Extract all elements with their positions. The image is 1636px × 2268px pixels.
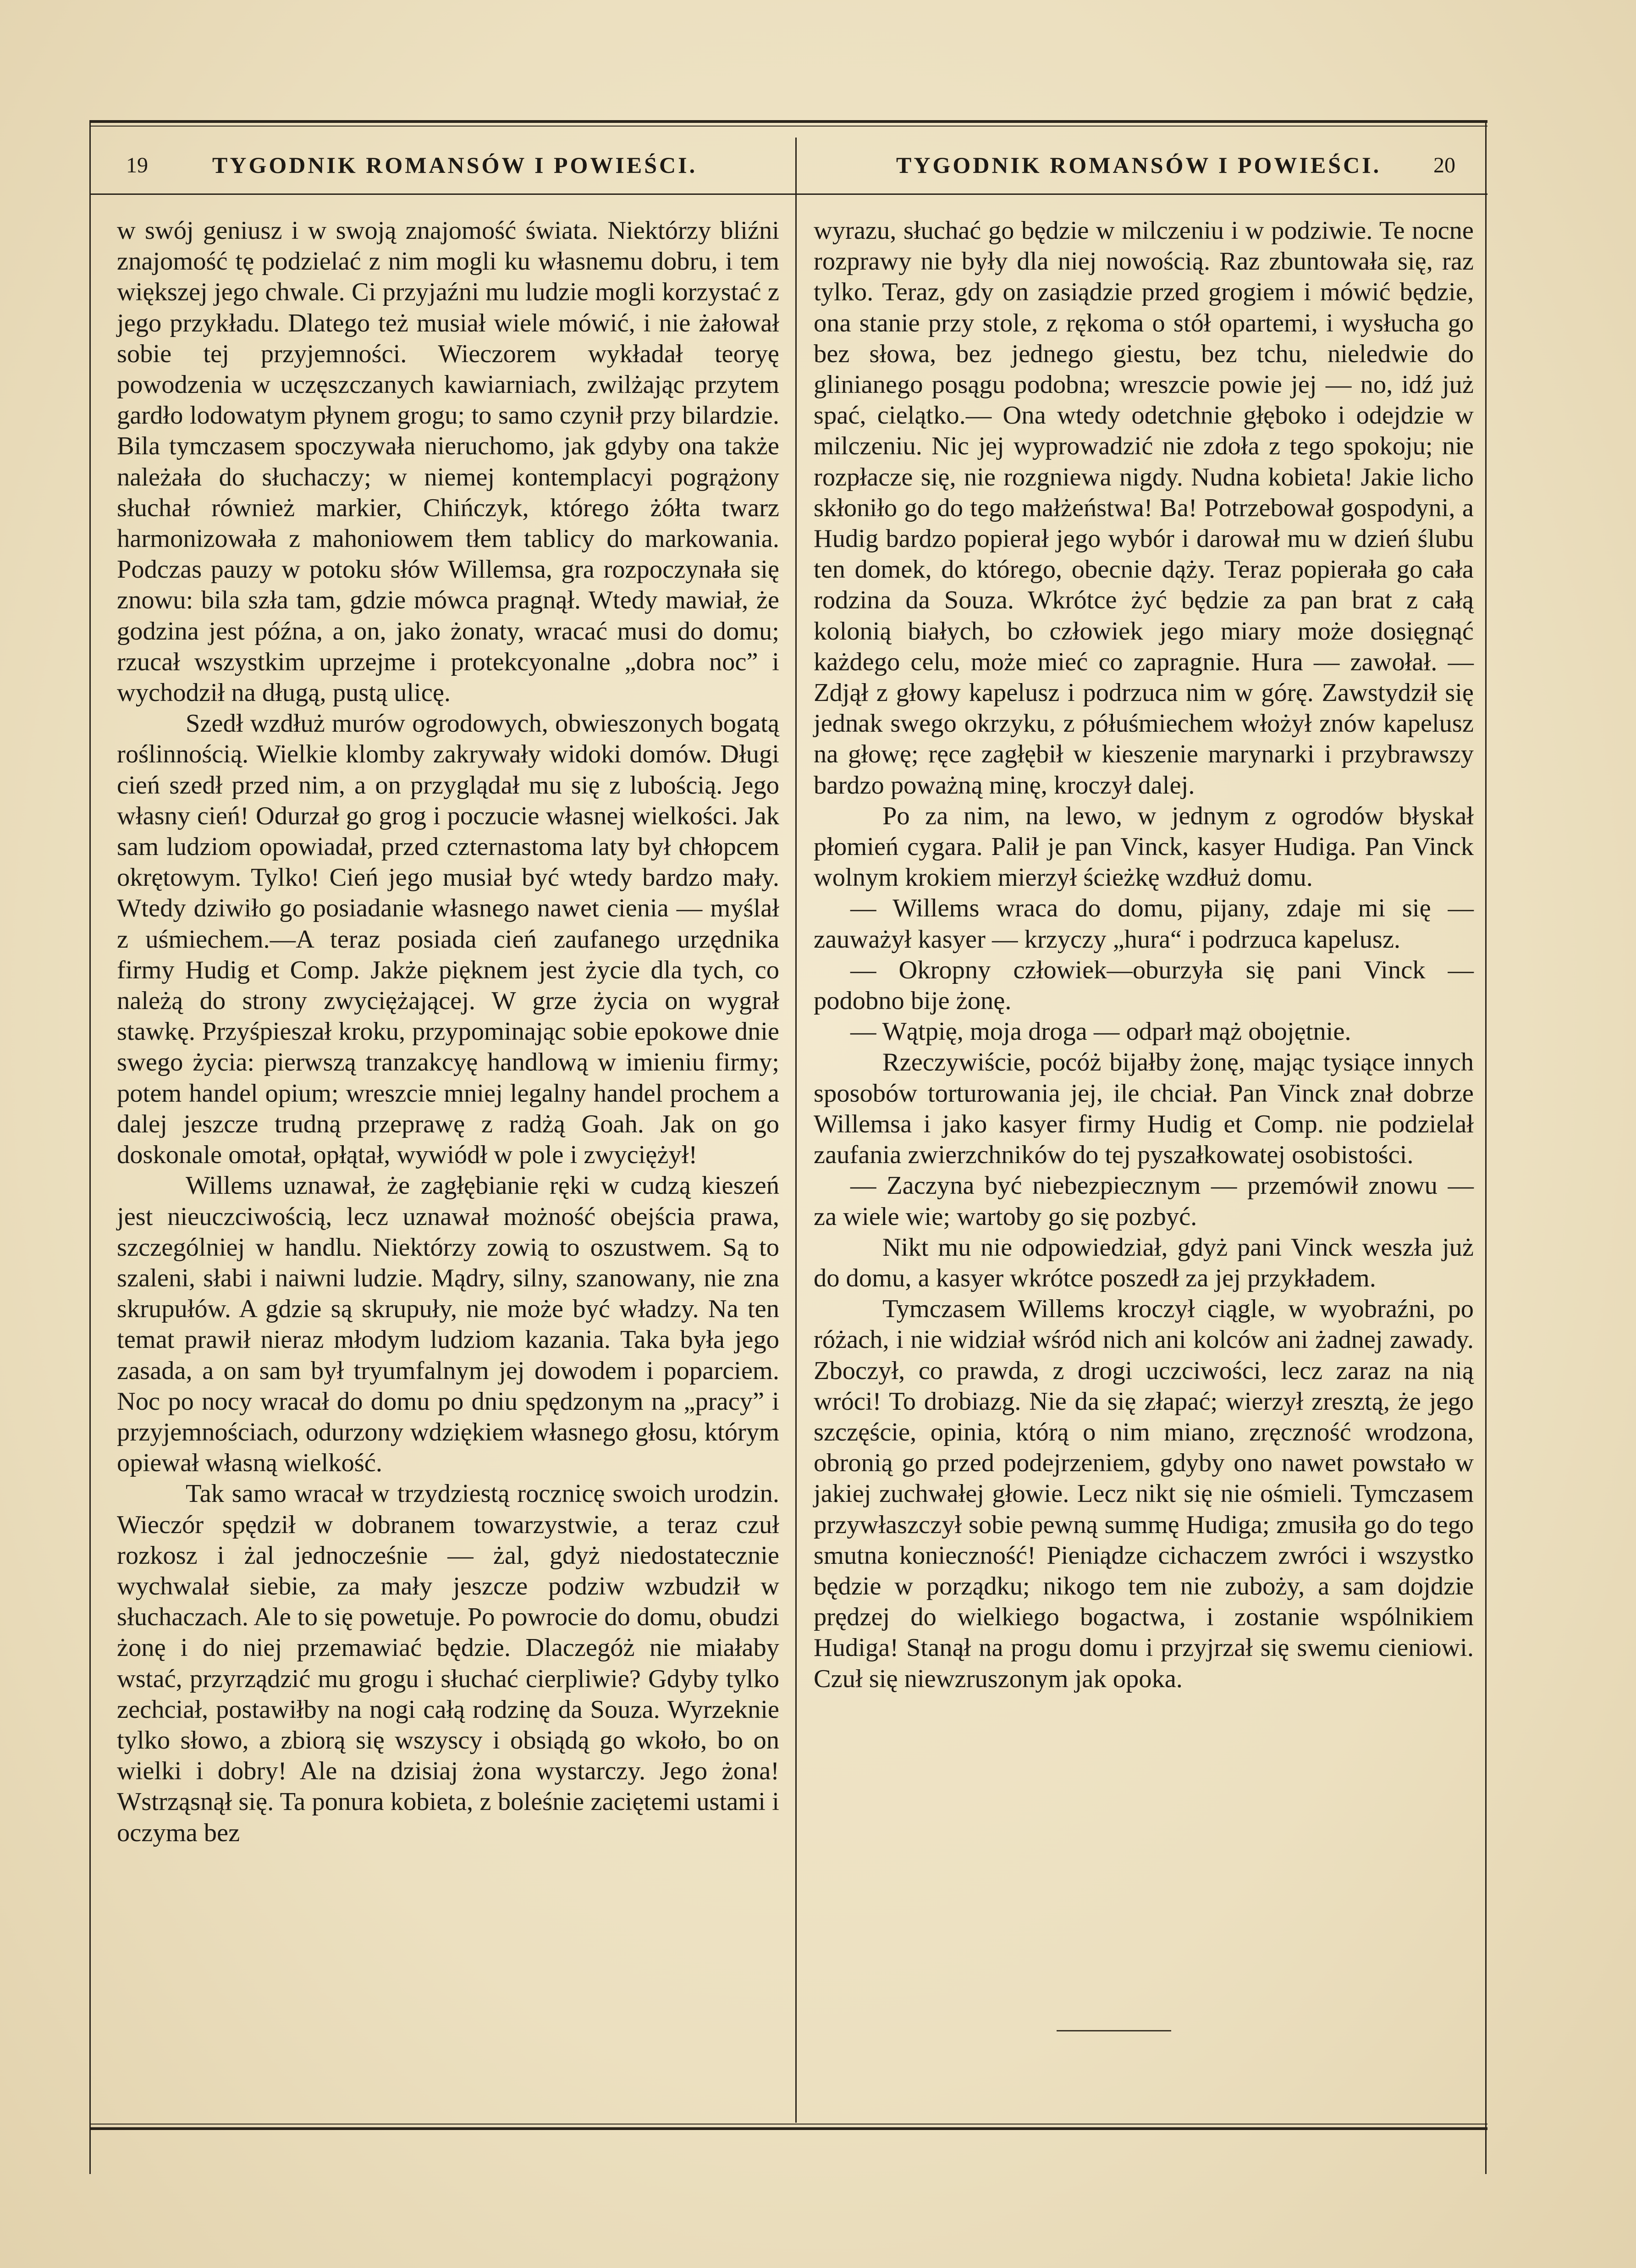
- dialogue-paragraph: — Zaczyna być niebezpiecznym — przemówił znowu — za wiele wie; wartoby go się pozbyć.: [814, 1171, 1474, 1231]
- paragraph: wyrazu, słuchać go będzie w milczeniu i w podziwie. Te nocne rozprawy nie były dla niej nowością. Raz zbuntowała się, raz tylko. Teraz, gdy on zasiądzie przed grogiem i mówić będzie, ona stanie przy stole, z rękoma o stół opartemi, i wysłucha go bez słowa, bez jednego giestu, bez tchu, nieledwie do glinianego posągu podobna; wreszcie powie jej — no, idź już spać, cielątko.— Ona wtedy odetchnie głęboko i odejdzie w milczeniu. Nic jej wyprowadzić nie zdoła z tego spokoju; nie rozpłacze się, nie rozgniewa nigdy. Nudna kobieta! Jakie licho skłoniło go do tego małżeństwa! Ba! Potrzebował gospodyni, a Hudig bardzo popierał jego wybór i darował mu w dzień ślubu ten domek, do którego, obecnie dąży. Teraz popierała go cała rodzina da Souza. Wkrótce żyć będzie za pan brat z całą kolonią białych, bo człowiek jego miary może dosięgnąć każdego celu, może mieć co zapragnie. Hura — zawołał. — Zdjął z głowy kapelusz i podrzuca nim w górę. Zawstydził się jednak swego okrzyku, z półuśmiechem włożył znów kapelusz na głowę; ręce zagłębił w kieszenie marynarki i przybrawszy bardzo poważną minę, kroczył dalej.: [814, 216, 1474, 800]
- header-left: [126, 138, 777, 193]
- left-border-rule: [89, 120, 91, 2174]
- right-border-rule: [1485, 120, 1487, 2174]
- running-title-right: TYGODNIK ROMANSÓW I POWIEŚCI.: [896, 152, 1382, 178]
- paragraph: Tak samo wracał w trzydziestą rocznicę swoich urodzin. Wieczór spędził w dobranem towarzystwie, a teraz czuł rozkosz i żal jednocześnie — żal, gdyż niedostatecznie wychwalał siebie, za mały jeszcze podziw wzbudził w słuchaczach. Ale to się powetuje. Po powrocie do domu, obudzi żonę i do niej przemawiać będzie. Dlaczegóż nie miałaby wstać, przyrządzić mu grogu i słuchać cierpliwie? Gdyby tylko zechciał, postawiłby na nogi całą rodzinę da Souza. Wyrzeknie tylko słowo, a zbiorą się wszyscy i obsiądą go wkoło, bo on wielki i dobry! Ale na dzisiaj żona wystarczy. Jego żona! Wstrząsnął się. Ta ponura kobieta, z boleśnie zaciętemi ustami i oczyma bez: [117, 1479, 779, 1847]
- section-end-rule: [1057, 2030, 1171, 2031]
- paragraph: w swój geniusz i w swoją znajomość świata. Niektórzy bliźni znajomość tę podzielać z nim mogli ku własnemu dobru, i tem większej jego chwale. Ci przyjaźni mu ludzie mogli korzystać z jego przykładu. Dlatego też musiał wiele mówić, i nie żałował sobie tej przyjemności. Wieczorem wykładał teoryę powodzenia w uczęszczanych kawiarniach, zwilżając przytem gardło lodowatym płynem grogu; to samo czynił przy bilardzie. Bila tymczasem spoczywała nieruchomo, jak gdyby ona także należała do słuchaczy; w niemej kontemplacyi pogrążony słuchał również markier, Chińczyk, którego żółta twarz harmonizowała z mahoniowem tłem tablicy do markowania. Podczas pauzy w potoku słów Willemsa, gra rozpoczynała się znowu: bila szła tam, gdzie mówca pragnął. Wtedy mawiał, że godzina jest późna, a on, jako żonaty, wracać musi do domu; rzucał wszystkim uprzejme i protekcyonalne „dobra noc” i wychodził na długą, pustą ulicę.: [117, 216, 779, 707]
- paragraph: Szedł wzdłuż murów ogrodowych, obwieszonych bogatą roślinnością. Wielkie klomby zakrywały widoki domów. Długi cień szedł przed nim, a on przyglądał mu się z lubością. Jego własny cień! Odurzał go grog i poczucie własnej wielkości. Jak sam ludziom opowiadał, przed czternastoma laty był chłopcem okrętowym. Tylko! Cień jego musiał być wtedy bardzo mały. Wtedy dziwiło go posiadanie własnego nawet cienia — myślał z uśmiechem.—A teraz posiada cień zaufanego urzędnika firmy Hudig et Comp. Jakże pięknem jest życie dla tych, co należą do strony zwyciężającej. W grze życia on wygrał stawkę. Przyśpieszał kroku, przypominając sobie epokowe dnie swego życia: pierwszą tranzakcyę handlową w imieniu firmy; potem handel opium; wreszcie mniej legalny handel prochem a dalej jeszcze trudną przeprawę z radżą Goah. Jak on go doskonale omotał, opłątał, wywiódł w pole i zwyciężył!: [117, 709, 779, 1170]
- paragraph: Nikt mu nie odpowiedział, gdyż pani Vinck weszła już do domu, a kasyer wkrótce poszedł za jej przykładem.: [814, 1233, 1474, 1292]
- dialogue-paragraph: — Wątpię, moja droga — odparł mąż obojętnie.: [850, 1017, 1351, 1046]
- paragraph: Po za nim, na lewo, w jednym z ogrodów błyskał płomień cygara. Palił je pan Vinck, kasyer Hudiga. Pan Vinck wolnym krokiem mierzył ścieżkę wzdłuż domu.: [814, 801, 1474, 892]
- right-column: [814, 215, 1474, 1694]
- column-divider: [795, 138, 797, 2123]
- running-title-left: TYGODNIK ROMANSÓW I POWIEŚCI.: [212, 152, 698, 178]
- top-rule-thick: [89, 120, 1487, 123]
- left-column: [117, 215, 779, 1849]
- page-number-right: 20: [1433, 153, 1455, 177]
- header-underline: [89, 193, 1487, 195]
- paragraph: Willems uznawał, że zagłębianie ręki w cudzą kieszeń jest nieuczciwością, lecz uznawał możność obejścia prawa, szczególniej w handlu. Niektórzy zowią to oszustwem. Są to szaleni, słabi i naiwni ludzie. Mądry, silny, szanowany, nie zna skrupułów. A gdzie są skrupuły, nie może być władzy. Na ten temat prawił nieraz młodym ludziom kazania. Taka była jego zasada, a on sam był tryumfalnym jej dowodem i poparciem. Noc po nocy wracał do domu po dniu spędzonym na „pracy” i przyjemnościach, odurzony wdziękiem własnego głosu, którym opiewał własną wielkość.: [117, 1171, 779, 1478]
- top-rule-thin: [89, 126, 1487, 127]
- page-number-left: 19: [126, 153, 148, 177]
- bottom-rule-thin: [89, 2124, 1487, 2125]
- dialogue-paragraph: — Willems wraca do domu, pijany, zdaje mi się — zauważył kasyer — krzyczy „hura“ i podrzuca kapelusz.: [814, 894, 1474, 954]
- paragraph: Tymczasem Willems kroczył ciągle, w wyobraźni, po różach, i nie widział wśród nich ani kolców ani żadnej zawady. Zboczył, co prawda, z drogi uczciwości, lecz zaraz na nią wróci! To drobiazg. Nie da się złapać; wierzył zresztą, że jego szczęście, opinia, którą o nim miano, zręczność wrodzona, obronią go przed podejrzeniem, gdyby ono nawet powstało w jakiej zuchwałej głowie. Lecz nikt się nie ośmieli. Tymczasem przywłaszczył sobie pewną summę Hudiga; zmusiła go do tego smutna konieczność! Pieniądze cichaczem zwróci i wszystko będzie w porządku; nikogo tem nie zuboży, a sam dojdzie prędzej do wielkiego bogactwa, i zostanie wspólnikiem Hudiga! Stanął na progu domu i przyjrzał się swemu cieniowi. Czuł się niewzruszonym jak opoka.: [814, 1295, 1474, 1693]
- header-right: [896, 138, 1465, 193]
- dialogue-paragraph: — Okropny człowiek—oburzyła się pani Vinck — podobno bije żonę.: [814, 955, 1474, 1015]
- paragraph: Rzeczywiście, pocóż bijałby żonę, mając tysiące innych sposobów torturowania jej, ile chciał. Pan Vinck znał dobrze Willemsa i jako kasyer firmy Hudig et Comp. nie podzielał zaufania zwierzchników do tej pyszałkowatej osobistości.: [814, 1048, 1474, 1170]
- bottom-rule-thick: [89, 2127, 1487, 2130]
